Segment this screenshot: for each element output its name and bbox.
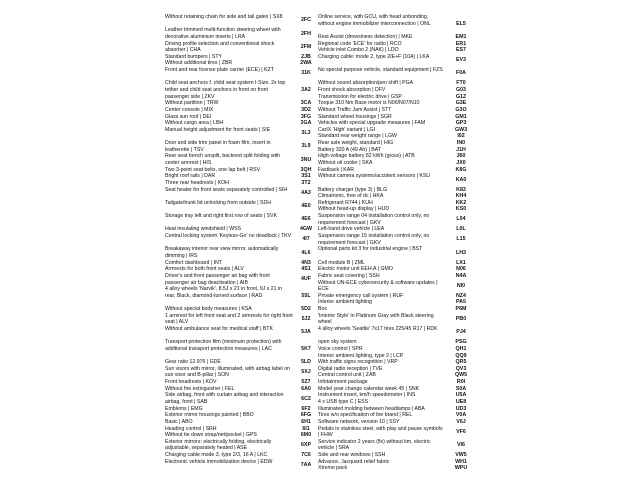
option-code: ER1 — [455, 40, 467, 47]
option-code: 6F2 — [301, 405, 311, 412]
option-description: Sun visors with mirror, illuminated, with airbag label on sun visor and B-pillar | SON — [165, 365, 290, 379]
option-code: G1Z — [455, 93, 467, 100]
option-code: 3L3 — [301, 130, 311, 137]
option-code: PB0 — [455, 316, 467, 322]
option-description: Emblems | EMG — [165, 405, 203, 412]
option-description: Without special body measures | KSA — [165, 306, 252, 313]
option-description: Online service, with GCU, with head unbonding, without engine immobilizer interconnection | ONL — [318, 14, 431, 27]
option-code: 4I7 — [302, 236, 310, 243]
option-code: GP3 — [455, 120, 467, 127]
option-code: G03 — [455, 87, 466, 93]
option-description: Rest Assist (drowsiness detection) | MKE — [318, 33, 413, 40]
option-description: Without Traffic Jam Assist | STT — [318, 106, 392, 113]
option-code: K8G — [455, 166, 467, 173]
option-code: 55L — [301, 292, 311, 299]
option-description: Manual height adjustment for front seats | SIE — [165, 126, 271, 133]
option-code: G3O — [455, 106, 467, 113]
option-description: Without camera systems/accident sensors | KSU — [318, 173, 431, 180]
option-description: Central locking system 'Keyless-Go' no deadlock | TKV — [165, 233, 292, 240]
option-description: Battery 320 A (49 Ah) | BAT — [318, 146, 381, 153]
option-description: Without tie down strap/net/pocket | GPS — [165, 432, 257, 439]
option-description: Rear axle weight, standard | HIG — [318, 140, 394, 147]
option-description: Electronic vehicle immobilization device | EDW — [165, 458, 273, 465]
option-code: 5K7 — [301, 345, 311, 352]
option-code: QV3 — [455, 365, 467, 372]
option-code: J60 — [456, 153, 466, 160]
option-code: JX0 — [456, 160, 466, 167]
option-description: Comfort dashboard | INT — [165, 259, 222, 266]
option-code: 4GW — [299, 226, 313, 233]
option-code: WPU — [454, 465, 468, 472]
option-description: Without partition | TRW — [165, 100, 219, 107]
option-description: Suspension range 04 installation control only, no requirement forecast | GKV — [318, 213, 430, 226]
option-description: Without fire extinguisher | FEL — [165, 385, 235, 392]
option-code: 3GA — [300, 120, 312, 127]
option-description: No special purpose vehicle, standard equipment | FZS — [318, 67, 443, 74]
option-code: 4E0 — [301, 203, 311, 210]
option-code: 31K — [301, 70, 311, 77]
option-code: 3D2 — [301, 106, 311, 113]
option-description: Regional code 'ECE' for radio | RCO — [318, 40, 402, 47]
option-description: Side and rear windows | SSH — [318, 452, 386, 459]
option-description: Model year change calendar week 45 | SNK — [318, 385, 420, 392]
option-description: Without UN-ECE cybersecurity & software updates | ECE — [318, 279, 438, 293]
option-description: Software network, version 10 | SSY — [318, 418, 400, 425]
option-code: QQ9 — [455, 352, 467, 359]
option-description: Instrument insert, km/h speedometer | INS — [318, 392, 416, 399]
option-code: LX1 — [456, 259, 466, 266]
option-description: Private emergency call system | RUF — [318, 292, 404, 299]
option-code: FT0 — [456, 80, 466, 87]
option-description: Front headrests | KOV — [165, 379, 217, 386]
option-code: 4E6 — [301, 216, 311, 223]
option-description: Side airbag, front with curtain airbag and interaction airbag, front | SAB — [165, 392, 284, 405]
option-description: Driving profile selection and conventional shock absorber | CHA — [165, 40, 275, 54]
option-code: 4N3 — [301, 259, 311, 266]
option-code: S0A — [455, 385, 467, 392]
option-description: Driver's and front passenger air bag with front passenger air bag deactivation | AIB — [165, 272, 270, 286]
option-code: KS0 — [455, 206, 467, 213]
option-description: open sky system — [318, 339, 357, 346]
option-description: 4 alloy wheels 'Narvik', 8.5J x 21 in front, 9J x 21 in rear, Black, diamond-turned surface | RAD — [165, 286, 283, 299]
option-code: 6H1 — [301, 418, 311, 425]
option-code: 4S1 — [301, 266, 311, 273]
option-code: NI0 — [456, 282, 466, 289]
option-description: CarIX 'High' variant | LGI — [318, 126, 375, 133]
option-code: 5Z7 — [301, 379, 311, 386]
option-code: 3QH — [300, 166, 312, 173]
option-code: 3A2 — [301, 87, 311, 93]
option-description: Without head-up display | HUD — [318, 206, 390, 213]
option-description: Optional parts kit 3 for industrial engine | BST — [318, 246, 423, 253]
option-code: P6M — [455, 306, 467, 313]
option-description: Three rear headrests | KOH — [165, 179, 229, 186]
option-description: Without ambulance seat for medical staff | BTK — [165, 325, 273, 332]
option-code: NZ4 — [455, 292, 466, 299]
option-code: UE8 — [455, 398, 467, 405]
option-description: Refrigerant R744 | KUH — [318, 199, 373, 206]
option-description: Box — [318, 306, 327, 313]
option-code: I02 — [457, 133, 465, 140]
option-description: 4 x USB type C | ESS — [318, 398, 369, 405]
option-code: QW5 — [454, 372, 468, 379]
option-description: Voice control | SPR — [318, 345, 363, 352]
option-code: VW5 — [455, 452, 467, 459]
option-description: Charging cable: mode 2, type 2/E+F (10A) | LKA — [318, 53, 430, 60]
option-description: Tires w/o specification of tire brand | REL — [318, 412, 413, 419]
option-description: Xtreme pack — [318, 465, 348, 472]
option-code: 4L6 — [301, 249, 311, 256]
option-description: Child seat anchors f. child seat system I-Size, 2x top tether and child seat anchors in front on front passenger side | ZKV — [165, 80, 286, 100]
option-code: 5LD — [300, 359, 311, 366]
option-description: Interior ambient lighting, type 2 | LCP — [318, 352, 404, 359]
option-code: 2FM — [300, 43, 312, 50]
option-code: 2FC — [300, 17, 311, 24]
option-code: 3S1 — [301, 173, 311, 180]
option-description: Standard wheel housings | SGR — [318, 113, 392, 120]
option-description: Pedals in stainless steel, with play and pause symbols | FHW — [318, 425, 443, 439]
option-code: 5J2 — [301, 316, 311, 322]
option-description: Climatronic, free of dc | HKA — [318, 193, 384, 200]
option-description: Basic | ABO — [165, 418, 193, 425]
option-description: Heading control | SRH — [165, 425, 217, 432]
option-description: High-voltage battery 82 kWh (gross) | ATB — [318, 153, 415, 160]
option-code: 7AA — [300, 462, 312, 469]
option-code: ES7 — [455, 47, 466, 54]
option-description: Fabric seat covering | SSH — [318, 272, 380, 279]
option-code: 6I1 — [302, 425, 310, 432]
option-description: Rear seat bench unsplit, backrest split folding with center armrest | HIS — [165, 153, 281, 167]
option-code: 3CA — [300, 100, 312, 107]
option-description: Infotainment package — [318, 379, 368, 386]
option-code: 3NU — [300, 156, 312, 163]
option-code: KK2 — [455, 199, 467, 206]
option-code: EV3 — [455, 57, 466, 64]
option-code: V0A — [455, 412, 467, 419]
option-code: 5D2 — [301, 306, 311, 313]
option-code: 2JB — [301, 53, 311, 60]
option-code: 4A3 — [301, 189, 311, 196]
option-code: G3E — [455, 100, 467, 107]
option-code: 6FG — [300, 412, 312, 419]
option-description: Left-hand drive vehicle | LEA — [318, 226, 385, 233]
option-description: Interior ambient lighting — [318, 299, 372, 306]
option-code: 3FG — [300, 113, 312, 120]
option-code: 3L9 — [301, 143, 311, 150]
option-description: Vehicle inlet Combo 2 (NAK) | LDO — [318, 47, 399, 54]
option-code: L0L — [456, 226, 466, 233]
option-code: VF6 — [456, 428, 466, 435]
option-code: PA5 — [456, 299, 466, 306]
option-code: PSG — [455, 339, 467, 346]
option-description: Without oil cooler | SKA — [318, 160, 373, 167]
option-description: Cell module B | ZML — [318, 259, 365, 266]
option-description: Transport protection film (minimum protection) with additional transport protection measures | LAC — [165, 339, 282, 352]
option-code: V6J — [456, 418, 466, 425]
option-description: Digital radio reception | TVE — [318, 365, 383, 372]
option-code: F0A — [455, 70, 466, 77]
option-description: Transmission for electric drive | GSP — [318, 93, 402, 100]
option-code: KA0 — [455, 176, 467, 183]
option-description: Bright roof rails | DAR — [165, 173, 216, 180]
option-code: N4A — [455, 272, 467, 279]
option-code: N06 — [456, 266, 466, 273]
option-code: K83 — [456, 186, 466, 193]
option-description: Standard bumpers | STY — [165, 53, 222, 60]
option-description: Tailgate/trunk lid unlocking from outside | SDH — [165, 199, 272, 206]
option-description: Armrests for both front seats | ALV — [165, 266, 244, 273]
option-code: VI6 — [457, 442, 465, 449]
option-code: QH1 — [455, 345, 467, 352]
option-code: J1H — [456, 146, 466, 153]
option-description: Charging cable mode 3, type 2/3, 16 A | LKC — [165, 452, 268, 459]
option-code: 6C2 — [301, 395, 311, 402]
option-code: L04 — [456, 216, 466, 223]
option-code: IN0 — [456, 140, 466, 147]
option-description: Battery charger (type 3) | BLG — [318, 186, 388, 193]
option-description: Torque 310 Nm Base motor is N06/N07/N10 — [318, 100, 420, 107]
option-code: 6XP — [300, 442, 311, 449]
option-description: Heat insulating windshield | WSS — [165, 226, 242, 233]
option-description: Fastback | KAR — [318, 166, 354, 173]
option-description: Without additional tires | ZBR — [165, 60, 233, 67]
option-description: Front and rear license plate carrier (ECE) | KZT — [165, 67, 274, 74]
option-code: 6A0 — [301, 385, 311, 392]
option-code: U5A — [455, 392, 467, 399]
option-description: Without sound absorption/pen shift | PGA — [318, 80, 414, 87]
option-code: 6M0 — [300, 432, 312, 439]
option-description: Breakaway interior rear view mirror, automatically dimming | IRS — [165, 246, 279, 259]
option-description: Vehicles with special upgrade measures | FAM — [318, 120, 426, 127]
option-description: Advance, Jacquard relief fabric — [318, 458, 390, 465]
option-description: Standard rear weight range | LGW — [318, 133, 397, 140]
option-description: With traffic signs recognition | VRP — [318, 359, 398, 366]
option-code: PJ4 — [456, 329, 466, 336]
option-code: 7C6 — [301, 452, 311, 459]
option-description: 1 armrest for left front seat and 2 armrests for right front seat | ALV — [165, 312, 293, 326]
option-code: EL5 — [456, 20, 466, 27]
option-description: Central control unit | ZAB — [318, 372, 376, 379]
option-code: GW3 — [454, 126, 468, 133]
option-description: Leather trimmed multi-function steering wheel with decorative aluminium inserts | LRA — [165, 27, 281, 40]
option-code: 5JA — [301, 329, 311, 336]
option-description: Center console | MIX — [165, 106, 214, 113]
option-description: Suspension range 15 installation control only, no requirement forecast | GKV — [318, 233, 430, 246]
option-description: Illuminated molding between headlamps | ABA — [318, 405, 425, 412]
option-code: R0I — [456, 379, 466, 386]
option-code: 5XJ — [301, 369, 311, 376]
option-description: Without retaining chain for side and tail gates | SX8 — [165, 14, 283, 20]
option-code: L15 — [456, 236, 466, 243]
option-description: 4 alloy wheels 'Seattle' 7x17 tires 225/45 R17 | RDK — [318, 325, 438, 332]
option-code: GM1 — [455, 113, 467, 120]
option-description: Glass sun roof | DEI — [165, 113, 212, 120]
option-description: Two 3-point seat belts, one lap belt | RSV — [165, 166, 261, 173]
option-code: LH3 — [455, 249, 466, 256]
option-code: 4UF — [300, 276, 311, 283]
option-description: Gear ratio 12.976 | GDE — [165, 359, 221, 366]
option-description: Seat heater for front seats separately controlled | SIH — [165, 186, 288, 193]
option-description: Without cargo area | LBH — [165, 120, 224, 127]
option-description: Exterior mirror housings painted | BBO — [165, 412, 254, 419]
option-code: WH1 — [455, 458, 467, 465]
option-description: Front shock absorption | DFV — [318, 87, 386, 93]
option-code: KH4 — [455, 193, 467, 200]
option-description: 'Interior Style' in Platinum Gray with Black steering wheel — [318, 312, 434, 326]
option-code: UD3 — [455, 405, 467, 412]
option-code: 3T2 — [301, 179, 311, 186]
option-description: Electric motor unit EEH.A | GMO — [318, 266, 393, 273]
option-code: QR5 — [455, 359, 467, 366]
option-code: 2WA — [300, 60, 312, 67]
option-code: EM1 — [455, 33, 467, 40]
option-description: Exterior mirrors: electrically folding, electrically adjustable, separately heated | ASE — [165, 438, 272, 452]
option-description: Door and side trim panel in foam film, insert in leatherette | TSV — [165, 140, 271, 153]
option-code: 2FH — [300, 30, 311, 37]
option-description: Service indicator 2 years (flx) without km, electric vehicle | SRA — [318, 438, 431, 452]
option-description: Storage tray left and right first row of seats | SVK — [165, 213, 278, 220]
